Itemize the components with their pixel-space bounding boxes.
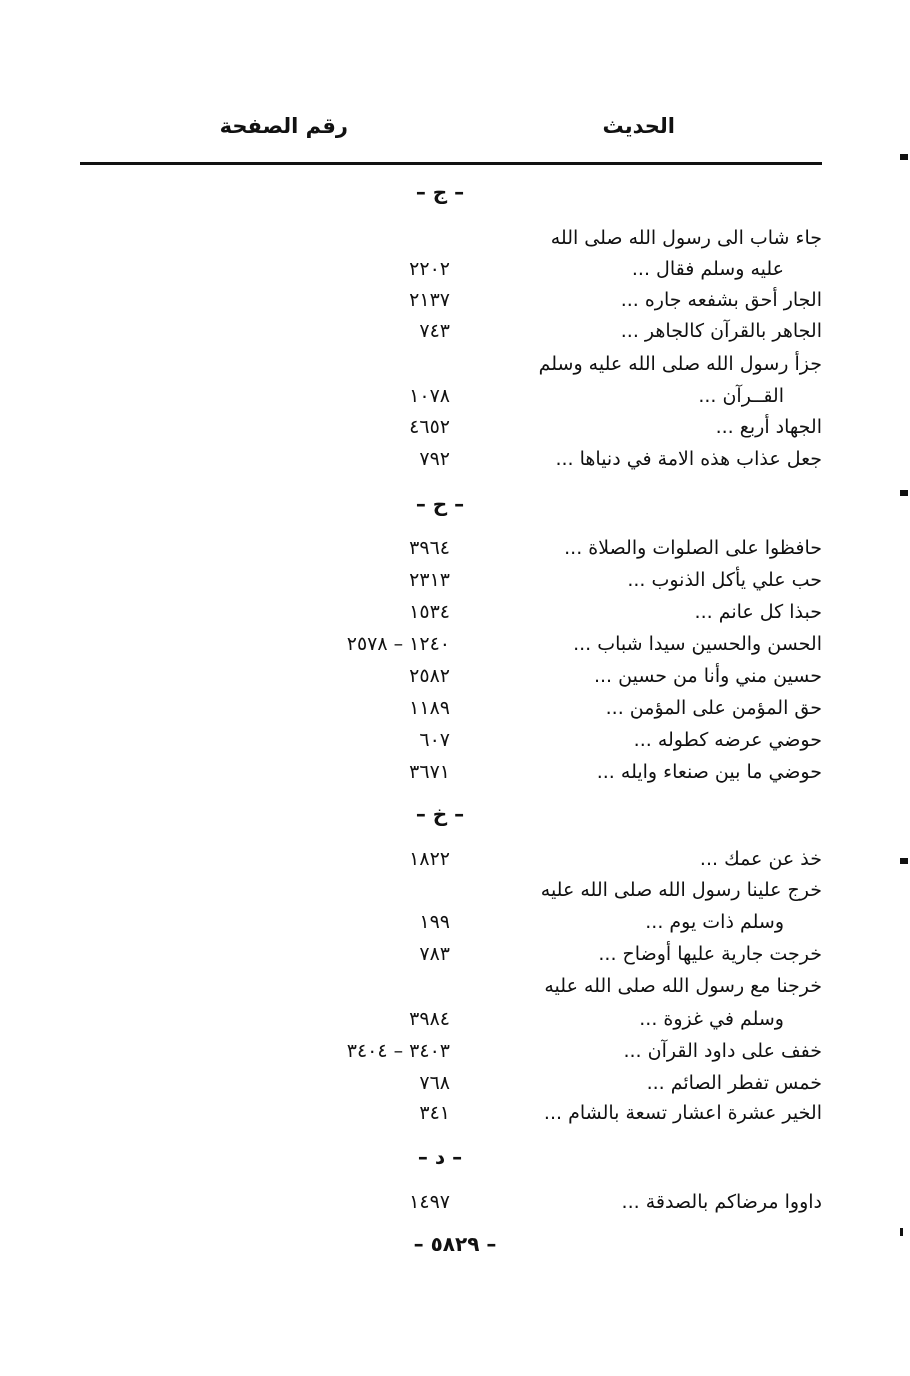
entry-page-number: ٦٠٧ bbox=[419, 729, 450, 751]
column-header-hadith: الحديث bbox=[602, 114, 675, 138]
entry-page-number: ٢٣١٣ bbox=[409, 569, 450, 591]
entry-page-number: ٣٩٦٤ bbox=[409, 537, 450, 559]
entry-text: عليه وسلم فقال ... bbox=[631, 258, 784, 280]
scan-edge-mark bbox=[900, 490, 908, 496]
entry-text: خذ عن عمك ... bbox=[699, 848, 822, 870]
entry-page-number: ١٥٣٤ bbox=[409, 601, 450, 623]
entry-page-number: ٣٤٠٣ – ٣٤٠٤ bbox=[346, 1040, 450, 1062]
entry-page-number: ٧٩٢ bbox=[419, 448, 450, 470]
entry-page-number: ٧٨٣ bbox=[419, 943, 450, 965]
entry-page-number: ٢٥٨٢ bbox=[409, 665, 450, 687]
entry-text: الخير عشرة اعشار تسعة بالشام ... bbox=[543, 1102, 822, 1124]
entry-text: حوضي ما بين صنعاء وايله ... bbox=[596, 761, 822, 783]
section-letter-jim: – ج – bbox=[415, 180, 465, 204]
entry-text: حسين مني وأنا من حسين ... bbox=[593, 665, 822, 687]
entry-text: جزأ رسول الله صلى الله عليه وسلم bbox=[538, 353, 822, 375]
entry-page-number: ٣٦٧١ bbox=[409, 761, 450, 783]
scan-edge-mark bbox=[900, 1228, 903, 1236]
entry-text: خمس تفطر الصائم ... bbox=[646, 1072, 822, 1094]
entry-page-number: ١٢٤٠ – ٢٥٧٨ bbox=[346, 633, 450, 655]
section-letter-ha: – ح – bbox=[415, 492, 465, 516]
header-rule bbox=[80, 162, 822, 165]
entry-page-number: ١٠٧٨ bbox=[409, 385, 450, 407]
entry-page-number: ٢١٣٧ bbox=[409, 289, 450, 311]
entry-page-number: ٧٤٣ bbox=[419, 320, 450, 342]
entry-text: الجاهر بالقرآن كالجاهر ... bbox=[620, 320, 822, 342]
entry-text: خرجت جارية عليها أوضاح ... bbox=[598, 943, 822, 965]
entry-text: حافظوا على الصلوات والصلاة ... bbox=[564, 537, 822, 559]
entry-text: الحسن والحسين سيدا شباب ... bbox=[573, 633, 822, 655]
entry-text: القــرآن ... bbox=[698, 385, 784, 407]
entry-text: خرج علينا رسول الله صلى الله عليه bbox=[540, 879, 822, 901]
entry-text: حق المؤمن على المؤمن ... bbox=[605, 697, 822, 719]
entry-page-number: ٣٩٨٤ bbox=[409, 1008, 450, 1030]
page-number-footer: – ٥٨٢٩ – bbox=[413, 1232, 497, 1256]
entry-text: حوضي عرضه كطوله ... bbox=[633, 729, 822, 751]
entry-text: وسلم ذات يوم ... bbox=[645, 911, 784, 933]
entry-page-number: ١٨٢٢ bbox=[409, 848, 450, 870]
entry-text: الجهاد أربع ... bbox=[715, 416, 822, 438]
column-header-page-number: رقم الصفحة bbox=[219, 114, 348, 138]
entry-text: وسلم في غزوة ... bbox=[639, 1008, 784, 1030]
entry-page-number: ١٤٩٧ bbox=[409, 1191, 450, 1213]
entry-text: الجار أحق بشفعه جاره ... bbox=[620, 289, 822, 311]
entry-text: خفف على داود القرآن ... bbox=[623, 1040, 822, 1062]
entry-text: جعل عذاب هذه الامة في دنياها ... bbox=[555, 448, 822, 470]
entry-page-number: ٤٦٥٢ bbox=[409, 416, 450, 438]
entry-page-number: ١٩٩ bbox=[419, 911, 450, 933]
scan-edge-mark bbox=[900, 154, 908, 160]
entry-page-number: ٣٤١ bbox=[419, 1102, 450, 1124]
entry-page-number: ٧٦٨ bbox=[419, 1072, 450, 1094]
entry-text: حبذا كل عانم ... bbox=[694, 601, 822, 623]
entry-text: حب علي يأكل الذنوب ... bbox=[627, 569, 822, 591]
entry-page-number: ١١٨٩ bbox=[409, 697, 450, 719]
scan-edge-mark bbox=[900, 858, 908, 864]
entry-text: جاء شاب الى رسول الله صلى الله bbox=[550, 227, 822, 249]
entry-page-number: ٢٢٠٢ bbox=[409, 258, 450, 280]
entry-text: داووا مرضاكم بالصدقة ... bbox=[621, 1191, 822, 1213]
entry-text: خرجنا مع رسول الله صلى الله عليه bbox=[544, 975, 822, 997]
section-letter-kha: – خ – bbox=[415, 802, 465, 826]
section-letter-dal: – د – bbox=[417, 1145, 463, 1169]
